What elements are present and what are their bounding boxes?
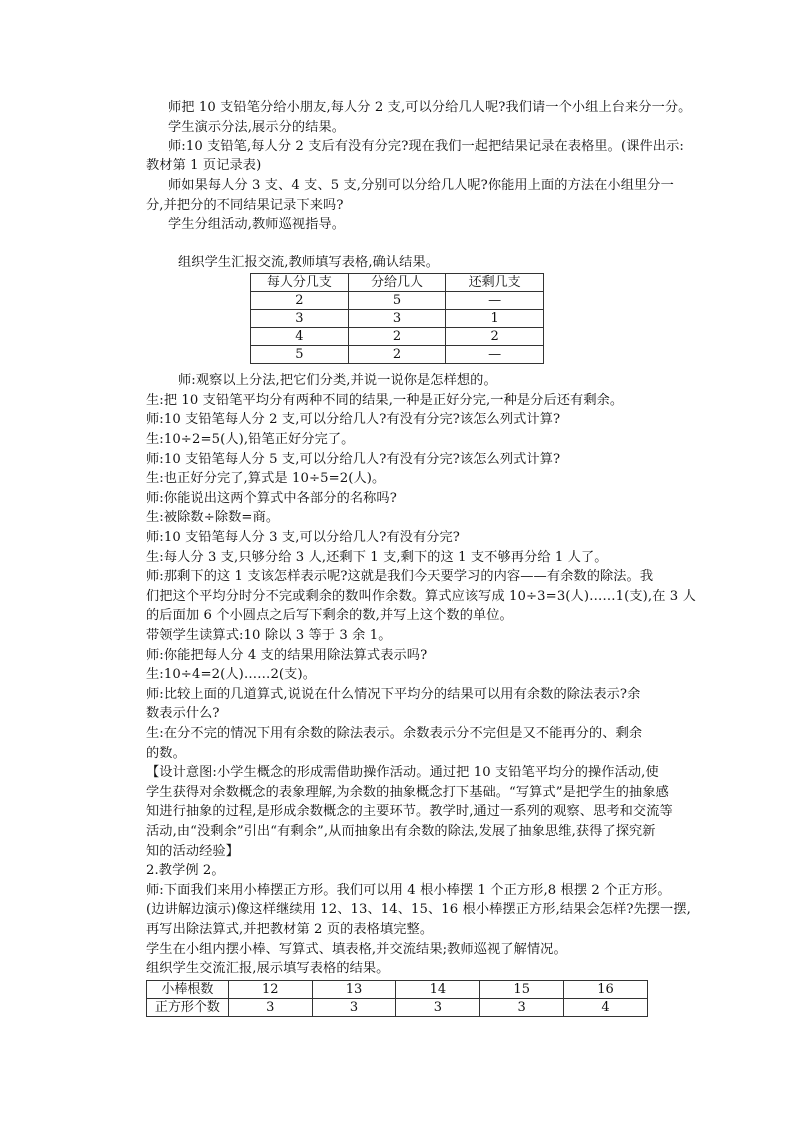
paragraph: 们把这个平均分时分不完或剩余的数叫作余数。算式应该写成 10÷3=3(人)……1(支),在 3 人: [146, 589, 696, 604]
paragraph: 生:在分不完的情况下用有余数的除法表示。余数表示分不完但是又不能再分的、剩余: [146, 726, 643, 741]
table-row: [147, 999, 648, 1017]
table-cell: 15: [480, 981, 564, 999]
paragraph: 【设计意图:小学生概念的形成需借助操作活动。通过把 10 支铅笔平均分的操作活动,使: [146, 765, 659, 780]
paragraph: 2.教学例 2。: [146, 863, 225, 878]
paragraph: 师:10 支铅笔每人分 5 支,可以分给几人?有没有分完?该怎么列式计算?: [146, 452, 561, 467]
table-cell: —: [446, 292, 544, 310]
table-cell: 4: [251, 328, 349, 346]
paragraph: 组织学生汇报交流,教师填写表格,确认结果。: [178, 255, 440, 270]
table-cell: 13: [312, 981, 396, 999]
table-cell: 14: [396, 981, 480, 999]
table-cell: 2: [446, 328, 544, 346]
paragraph: 师:观察以上分法,把它们分类,并说一说你是怎样想的。: [178, 373, 497, 388]
table-cell: 2: [348, 346, 446, 364]
table-cell: 5: [251, 346, 349, 364]
paragraph: 学生在小组内摆小棒、写算式、填表格,并交流结果;教师巡视了解情况。: [146, 942, 567, 957]
paragraph: 师:那剩下的这 1 支该怎样表示呢?这就是我们今天要学习的内容——有余数的除法。我: [146, 569, 654, 584]
table-header: 分给几人: [348, 274, 446, 292]
paragraph: 知的活动经验】: [146, 844, 240, 859]
table-cell: 4: [564, 999, 648, 1017]
table-cell: 3: [228, 999, 312, 1017]
paragraph: 师:你能说出这两个算式中各部分的名称吗?: [146, 491, 397, 506]
paragraph: 再写出除法算式,并把教材第 2 页的表格填完整。: [146, 922, 434, 937]
table-cell: 16: [564, 981, 648, 999]
table-cell: 3: [348, 310, 446, 328]
paragraph: 师:比较上面的几道算式,说说在什么情况下平均分的结果可以用有余数的除法表示?余: [146, 687, 641, 702]
table-cell: 5: [348, 292, 446, 310]
paragraph: (边讲解边演示)像这样继续用 12、13、14、15、16 根小棒摆正方形,结果会怎样?先摆一摆,: [146, 902, 691, 917]
paragraph: 的数。: [146, 746, 186, 761]
paragraph: 生:10÷4=2(人)……2(支)。: [146, 667, 316, 682]
paragraph: 知进行抽象的过程,是形成余数概念的主要环节。教学时,通过一系列的观察、思考和交流等: [146, 804, 673, 819]
paragraph: 师:10 支铅笔,每人分 2 支后有没有分完?现在我们一起把结果记录在表格里。(课件出示:: [168, 139, 684, 154]
table-row: [251, 328, 544, 346]
table-cell: 3: [396, 999, 480, 1017]
table-header: 每人分几支: [251, 274, 349, 292]
table-cell: 3: [480, 999, 564, 1017]
table-row: [147, 981, 648, 999]
paragraph: 学生分组活动,教师巡视指导。: [168, 217, 346, 232]
table-row: [251, 346, 544, 364]
paragraph: 组织学生交流汇报,展示填写表格的结果。: [146, 961, 390, 976]
table-cell: 2: [348, 328, 446, 346]
paragraph: 师如果每人分 3 支、4 支、5 支,分别可以分给几人呢?你能用上面的方法在小组里分一: [168, 178, 674, 193]
paragraph: 活动,由“没剩余”引出“有剩余”,从而抽象出有余数的除法,发展了抽象思维,获得了探究新: [146, 824, 656, 839]
table-row: [251, 310, 544, 328]
table-row: [251, 292, 544, 310]
paragraph: 学生演示分法,展示分的结果。: [168, 120, 346, 135]
table-cell: 1: [446, 310, 544, 328]
paragraph: 生:把 10 支铅笔平均分有两种不同的结果,一种是正好分完,一种是分后还有剩余。: [146, 393, 624, 408]
table-cell: 3: [251, 310, 349, 328]
table-cell: 2: [251, 292, 349, 310]
table-cell: 3: [312, 999, 396, 1017]
record-table-1: [250, 273, 544, 364]
paragraph: 师:10 支铅笔每人分 3 支,可以分给几人?有没有分完?: [146, 530, 460, 545]
table-row-label: 正方形个数: [147, 999, 229, 1017]
table-header: 还剩几支: [446, 274, 544, 292]
paragraph: 师:10 支铅笔每人分 2 支,可以分给几人?有没有分完?该怎么列式计算?: [146, 412, 561, 427]
paragraph: 教材第 1 页记录表): [146, 158, 262, 173]
record-table-2: [146, 980, 648, 1017]
paragraph: 生:也正好分完了,算式是 10÷5=2(人)。: [146, 471, 386, 486]
paragraph: 师:你能把每人分 4 支的结果用除法算式表示吗?: [146, 648, 428, 663]
paragraph: 生:每人分 3 支,只够分给 3 人,还剩下 1 支,剩下的这 1 支不够再分给 1 人了。: [146, 550, 608, 565]
paragraph: 生:10÷2=5(人),铅笔正好分完了。: [146, 432, 355, 447]
paragraph: 数表示什么?: [146, 706, 220, 721]
paragraph: 师:下面我们来用小棒摆正方形。我们可以用 4 根小棒摆 1 个正方形,8 根摆 2 个正方形。: [146, 883, 671, 898]
paragraph: 师把 10 支铅笔分给小朋友,每人分 2 支,可以分给几人呢?我们请一个小组上台来分一分。: [168, 100, 692, 115]
paragraph: 带领学生读算式:10 除以 3 等于 3 余 1。: [146, 628, 392, 643]
paragraph: 的后面加 6 个小圆点之后写下剩余的数,并写上这个数的单位。: [146, 608, 513, 623]
paragraph: 学生获得对余数概念的表象理解,为余数的抽象概念打下基础。“写算式”是把学生的抽象感: [146, 785, 669, 800]
table-row-label: 小棒根数: [147, 981, 229, 999]
table-cell: 12: [228, 981, 312, 999]
table-cell: —: [446, 346, 544, 364]
paragraph: 分,并把分的不同结果记录下来吗?: [146, 198, 344, 213]
paragraph: 生:被除数÷除数=商。: [146, 510, 280, 525]
